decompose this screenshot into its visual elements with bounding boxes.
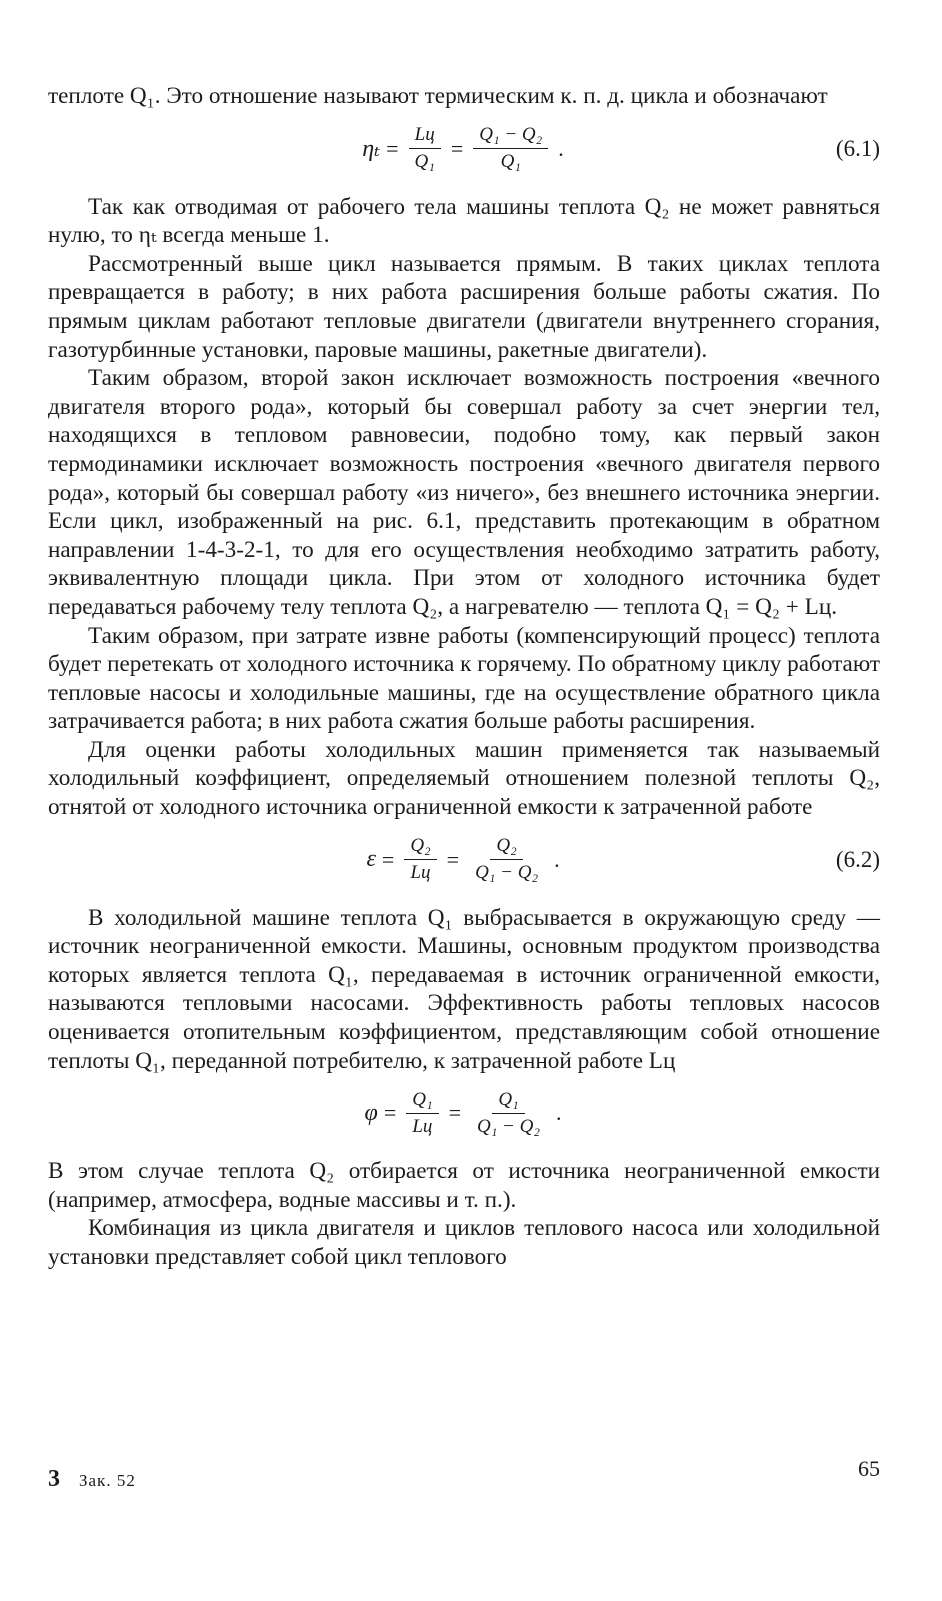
formula-heating-coefficient (48, 1077, 880, 1149)
page-number: 65 (858, 1456, 880, 1481)
formula-lhs: φ (364, 1099, 378, 1126)
formula-label: (6.2) (835, 846, 880, 872)
equals-sign: = (446, 846, 460, 872)
fraction (406, 1089, 438, 1138)
formula-lhs: ε (366, 846, 376, 873)
signature-number: 3 (48, 1466, 60, 1492)
formula-6-1 (48, 113, 880, 185)
equals-sign: = (450, 135, 464, 161)
numerator: Q₁ (492, 1089, 524, 1114)
equals-sign: = (381, 846, 395, 872)
fraction (471, 1089, 546, 1138)
denominator: Q₁ (414, 151, 435, 173)
paragraph-2: Так как отводимая от рабочего тела машины теплота Q₂ не может равняться нулю, то ηₜ всегда меньше 1. (48, 193, 880, 249)
paragraph-4: Таким образом, второй закон исключает возможность построения «вечного двигателя второго рода», который бы совершал работу за счет энергии тел, находящихся в тепловом равновесии, подобно тому, как первый закон термодинамики исключает возможность построения «вечного двигателя первого рода», который бы совершал работу «из ничего», без внешнего источника энергии. Если цикл, изображенный на рис. 6.1, представить протекающим в обратном направлении 1-4-3-2-1, то для его осуществления необходимо затратить работу, эквивалентную площади цикла. При этом от холодного источника будет передаваться рабочему телу теплота Q₂, а нагревателю — теплота Q₁ = Q₂ + Lц. (48, 365, 880, 620)
paragraph-9: Комбинация из цикла двигателя и циклов теплового насоса или холодильной установки представляет собой цикл теплового (48, 1215, 880, 1270)
order-number: Зак. 52 (79, 1471, 136, 1490)
denominator: Q₁ − Q₂ (475, 862, 539, 884)
denominator: Lц (410, 862, 431, 884)
numerator: Lц (409, 124, 441, 149)
paragraph-7: В холодильной машине теплота Q₁ выбрасывается в окружающую среду — источник неограниченной емкости. Машины, основным продуктом производства которых является теплота Q₁, передаваемая в источник ограниченной емкости, называются тепловыми насосами. Эффективность работы тепловых насосов оценивается отопительным коэффициентом, представляющим собой отношение теплоты Q₁, переданной потребителю, к затраченной работе Lц (48, 904, 880, 1074)
formula-6-2 (48, 824, 880, 896)
printer-signature (48, 1466, 136, 1493)
paragraph-3: Рассмотренный выше цикл называется прямым. В таких циклах теплота превращается в работу; в них работа расширения больше работы сжатия. По прямым циклам работают тепловые двигатели (двигатели внутреннего сгорания, газотурбинные установки, паровые машины, ракетные двигатели). (48, 250, 880, 363)
fraction (404, 835, 436, 884)
denominator: Q₁ − Q₂ (476, 1115, 540, 1137)
formula-6-1-expression (48, 113, 880, 185)
numerator: Q₂ (490, 835, 522, 860)
numerator: Q₂ (404, 835, 436, 860)
fraction (473, 124, 548, 173)
paragraph-8: В этом случае теплота Q₂ отбирается от источника неограниченной емкости (например, атмосфера, водные массивы и т. п.). (48, 1158, 880, 1213)
numerator: Q₁ − Q₂ (473, 124, 548, 149)
fraction (469, 835, 544, 884)
denominator: Lц (412, 1115, 433, 1137)
formula-label: (6.1) (835, 135, 880, 161)
paragraph-6: Для оценки работы холодильных машин применяется так называемый холодильный коэффициент, определяемый отношением полезной теплоты Q₂, отнятой от холодного источника ограниченной емкости к затраченной работе (48, 736, 880, 821)
formula-tail: . (558, 135, 564, 161)
paragraph-5: Таким образом, при затрате извне работы (компенсирующий процесс) теплота будет перетекать от холодного источника к горячему. По обратному циклу работают тепловые насосы и холодильные машины, где на осуществление обратного цикла затрачивается работа; в них работа сжатия больше работы расширения. (48, 622, 880, 735)
fraction (409, 124, 441, 173)
formula-phi-expression (48, 1077, 880, 1149)
numerator: Q₁ (406, 1089, 438, 1114)
formula-lhs: ηₜ (362, 136, 381, 163)
equals-sign: = (448, 1100, 461, 1126)
equals-sign: = (386, 135, 399, 161)
denominator: Q₁ (500, 151, 521, 173)
formula-tail: . (555, 1100, 562, 1126)
page-body (48, 82, 880, 1272)
formula-tail: . (554, 846, 560, 872)
paragraph-1: теплоте Q₁. Это отношение называют термическим к. п. д. цикла и обозначают (48, 83, 828, 109)
formula-6-2-expression (48, 824, 880, 896)
equals-sign: = (383, 1100, 397, 1126)
